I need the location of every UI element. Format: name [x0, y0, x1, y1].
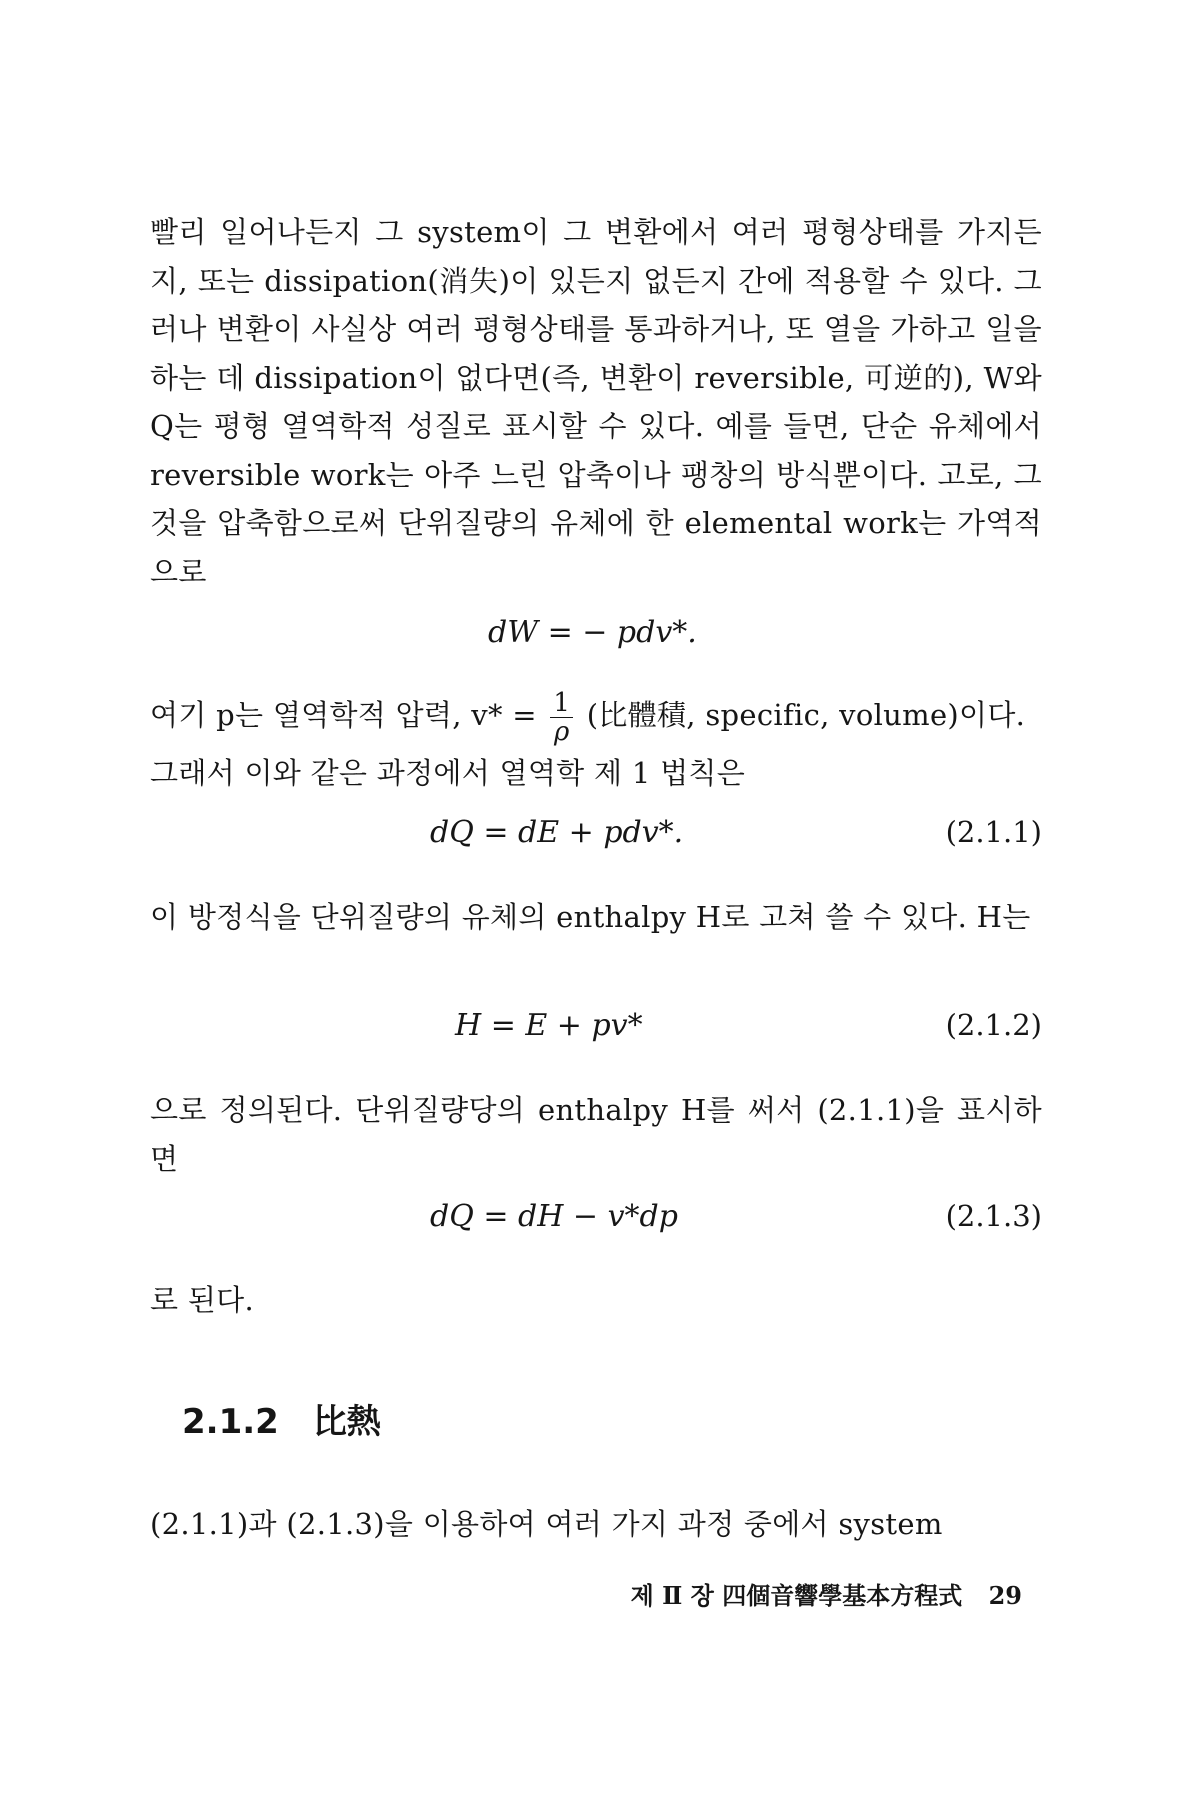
section-title: 比熱: [312, 1402, 381, 1442]
equation-work: dW = − pdv*.: [488, 615, 697, 650]
paragraph-first-law: 그래서 이와 같은 과정에서 열역학 제 1 법칙은: [150, 755, 746, 790]
equation-2-1-2: H = E + pv*: [455, 1008, 643, 1043]
equation-number-2-1-3: (2.1.3): [945, 1199, 1042, 1233]
paragraph-pressure-text-2: (比體積, specific, volume)이다.: [586, 698, 1026, 732]
equation-number-2-1-1: (2.1.1): [945, 815, 1042, 849]
paragraph-section-body: (2.1.1)과 (2.1.3)을 이용하여 여러 가지 과정 중에서 system: [150, 1507, 943, 1541]
fraction-numerator: 1: [550, 689, 573, 718]
fraction-denominator: ρ: [554, 716, 570, 747]
section-number: 2.1.2: [182, 1402, 279, 1442]
paragraph-intro: 빨리 일어나든지 그 system이 그 변환에서 여러 평형상태를 가지든지, 또는 dissipation(消失)이 있든지 없든지 간에 적용할 수 있다. 그러나 변환이 사실상 여러 평형상태를 통과하거나, 또 열을 가하고 일을 하는 데 dissipation이 없다면(즉, 변환이 reversible, 可逆的), W와 Q는 평형 열역학적 성질로 표시할 수 있다. 예를 들면, 단순 유체에서 reversible work는 아주 느린 압축이나 팽창의 방식뿐이다. 고로, 그것을 압축함으로써 단위질량의 유체에 한 elemental work는 가역적으로: [150, 215, 1042, 589]
page-number: 29: [988, 1581, 1022, 1610]
fraction-specific-volume: [550, 689, 573, 746]
paragraph-definition: 으로 정의된다. 단위질량당의 enthalpy H를 써서 (2.1.1)을 표시하면: [150, 1093, 1042, 1176]
equation-number-2-1-2: (2.1.2): [945, 1008, 1042, 1042]
paragraph-enthalpy: 이 방정식을 단위질량의 유체의 enthalpy H로 고쳐 쓸 수 있다. H는: [150, 900, 1031, 934]
paragraph-result: 로 된다.: [150, 1283, 254, 1317]
paragraph-pressure-text: 여기 p는 열역학적 압력, v* =: [150, 698, 537, 732]
equation-2-1-1: dQ = dE + pdv*.: [430, 815, 684, 850]
section-heading: [182, 1394, 381, 1443]
footer-chapter: 제 Ⅱ 장 四個音響學基本方程式: [630, 1581, 963, 1610]
equation-2-1-3: dQ = dH − v*dp: [430, 1199, 678, 1234]
paragraph-pressure: [150, 688, 1042, 800]
running-footer: [631, 1576, 1022, 1611]
